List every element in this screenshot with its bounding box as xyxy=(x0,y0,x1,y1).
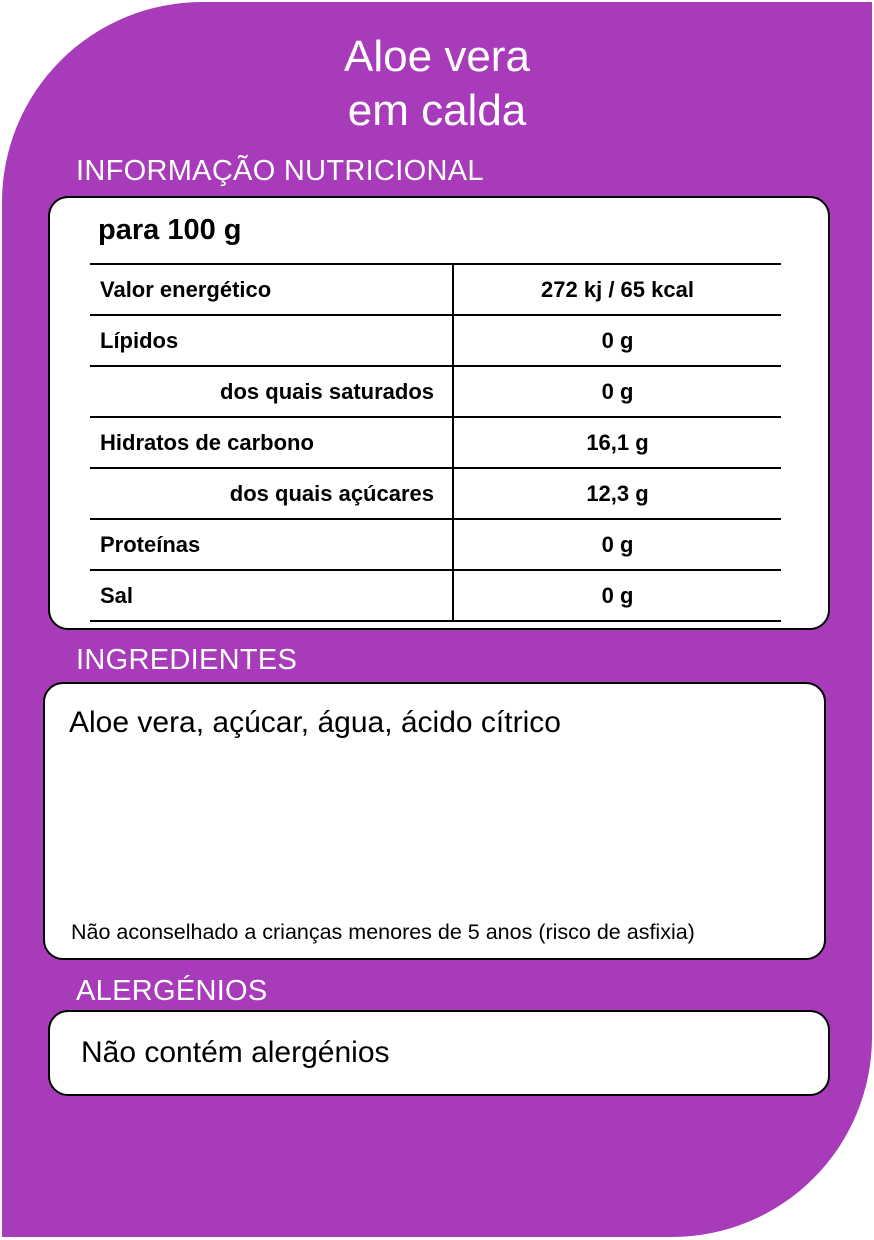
table-row xyxy=(90,519,781,570)
nutrient-value: 272 kj / 65 kcal xyxy=(453,264,781,315)
nutrient-value: 12,3 g xyxy=(453,468,781,519)
nutrient-value: 0 g xyxy=(453,366,781,417)
nutrient-name: Lípidos xyxy=(90,315,453,366)
nutrient-name: Valor energético xyxy=(90,264,453,315)
nutrient-value: 16,1 g xyxy=(453,417,781,468)
nutrient-name: dos quais saturados xyxy=(90,366,453,417)
nutrition-table xyxy=(90,263,781,622)
ingredients-panel xyxy=(43,682,826,960)
table-row xyxy=(90,468,781,519)
nutrient-value: 0 g xyxy=(453,570,781,621)
choking-warning: Não aconselhado a crianças menores de 5 anos (risco de asfixia) xyxy=(71,920,695,944)
ingredients-list: Aloe vera, açúcar, água, ácido cítrico xyxy=(69,706,561,739)
nutrient-name: Sal xyxy=(90,570,453,621)
nutrient-value: 0 g xyxy=(453,315,781,366)
product-label xyxy=(2,2,872,1237)
table-row xyxy=(90,315,781,366)
allergens-panel xyxy=(48,1010,830,1096)
nutrient-name: Hidratos de carbono xyxy=(90,417,453,468)
allergens-heading: ALERGÉNIOS xyxy=(76,975,268,1007)
nutrition-panel xyxy=(48,196,830,630)
product-title xyxy=(2,30,872,138)
nutrition-heading: INFORMAÇÃO NUTRICIONAL xyxy=(76,155,484,187)
table-row xyxy=(90,366,781,417)
nutrient-name: Proteínas xyxy=(90,519,453,570)
allergens-statement: Não contém alergénios xyxy=(81,1036,390,1069)
table-row xyxy=(90,417,781,468)
nutrient-value: 0 g xyxy=(453,519,781,570)
table-row xyxy=(90,570,781,621)
ingredients-heading: INGREDIENTES xyxy=(76,644,298,676)
serving-size: para 100 g xyxy=(98,214,242,246)
table-row xyxy=(90,264,781,315)
product-title-line-2: em calda xyxy=(347,86,527,135)
nutrient-name: dos quais açúcares xyxy=(90,468,453,519)
product-title-line-1: Aloe vera xyxy=(344,32,530,81)
